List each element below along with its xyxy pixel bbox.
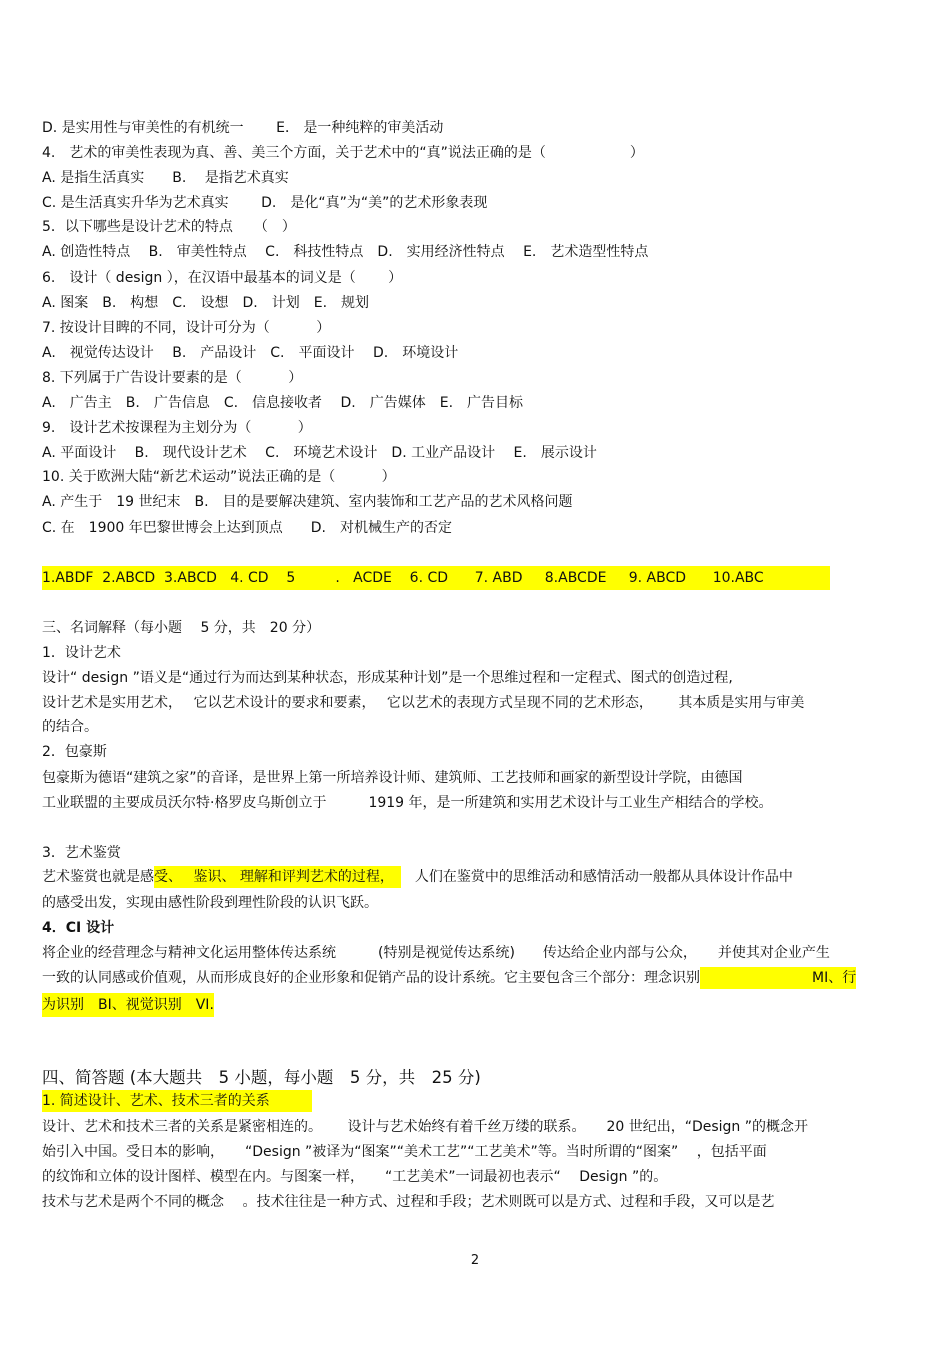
- option-line-6: A. 图案 B. 构想 C. 设想 D. 计划 E. 规划: [42, 295, 370, 311]
- question-1-heading: 1. 简述设计、艺术、技术三者的关系: [42, 1090, 312, 1112]
- question-4: 4. 艺术的审美性表现为真、善、美三个方面，关于艺术中的“真”说法正确的是（ ）: [42, 145, 644, 161]
- question-6: 6. 设计（ design ），在汉语中最基本的词义是（ ）: [42, 270, 403, 286]
- option-line-9: A. 平面设计 B. 现代设计艺术 C. 环境艺术设计 D. 工业产品设计 E. 展示设计: [42, 445, 597, 461]
- question-7: 7. 按设计目睥的不同，设计可分为（ ）: [42, 320, 331, 336]
- term-3-text-line-1: [42, 868, 793, 886]
- option-line-7: A. 视觉传达设计 B. 产品设计 C. 平面设计 D. 环境设计: [42, 345, 459, 361]
- term-4-highlight-mi: MI、行: [700, 967, 856, 989]
- question-8: 8. 下列属于广告设计要素的是（ ）: [42, 370, 303, 386]
- term-3-highlight: 受、 鉴识、 理解和评判艺术的过程，: [154, 866, 401, 888]
- term-4-title: 4．CI 设计: [42, 920, 115, 936]
- option-line-10b: C. 在 1900 年巴黎世博会上达到顶点 D. 对机械生产的否定: [42, 520, 452, 536]
- term-1-text-line-2: 设计艺术是实用艺术， 它以艺术设计的要求和要素， 它以艺术的表现方式呈现不同的艺术形态， 其本质是实用与审美: [42, 695, 805, 711]
- option-line-4a: A. 是指生活真实 B. 是指艺术真实: [42, 170, 289, 186]
- option-line-8: A. 广告主 B. 广告信息 C. 信息接收者 D. 广告媒体 E. 广告目标: [42, 395, 524, 411]
- term-1-text-line-1: 设计“ design ”语义是“通过行为而达到某种状态，形成某种计划”是一个思维过程和一定程式、图式的创造过程,: [42, 670, 733, 686]
- option-line-10a: A. 产生于 19 世纪末 B. 目的是要解决建筑、室内装饰和工艺产品的艺术风格问题: [42, 494, 573, 510]
- answer-1-line-1: 设计、艺术和技术三者的关系是紧密相连的。 设计与艺术始终有着千丝万缕的联系。 20 世纪出，“Design ”的概念开: [42, 1119, 809, 1135]
- term-3-text-start: 艺术鉴赏也就是感: [42, 869, 154, 885]
- term-2-title: 2．包豪斯: [42, 744, 107, 760]
- answer-1-line-3: 的纹饰和立体的设计图样、模型在内。与图案一样， “工艺美术”一词最初也表示“ Design ”的。: [42, 1169, 668, 1185]
- term-3-text-end: 人们在鉴赏中的思维活动和感情活动一般都从具体设计作品中: [414, 869, 793, 885]
- answer-key: 1.ABDF 2.ABCD 3.ABCD 4. CD 5 . ACDE 6. CD 7. ABD 8.ABCDE 9. ABCD 10.ABC: [42, 566, 830, 590]
- term-1-title: 1．设计艺术: [42, 645, 121, 661]
- term-4-text-start: 一致的认同感或价值观，从而形成良好的企业形象和促销产品的设计系统。它主要包含三个部分：理念识别: [42, 970, 700, 986]
- question-9: 9. 设计艺术按课程为主划分为（ ）: [42, 420, 312, 436]
- page-number: 2: [470, 1253, 480, 1268]
- option-line-3: D. 是实用性与审美性的有机统一 E． 是一种纯粹的审美活动: [42, 120, 444, 136]
- answer-1-line-2: 始引入中国。受日本的影响， “Design ”被译为“图案”“美术工艺”“工艺美术”等。当时所谓的“图案” ，包括平面: [42, 1144, 767, 1160]
- answer-1-line-4: 技术与艺术是两个不同的概念 。技术往往是一种方式、过程和手段；艺术则既可以是方式、过程和手段，又可以是艺: [42, 1194, 775, 1210]
- term-1-text-line-3: 的结合。: [42, 719, 98, 735]
- option-line-4b: C. 是生活真实升华为艺术真实 D. 是化“真”为“美”的艺术形象表现: [42, 195, 488, 211]
- term-3-text-line-2: 的感受出发，实现由感性阶段到理性阶段的认识飞跃。: [42, 895, 378, 911]
- term-4-text-line-2: [42, 969, 856, 987]
- term-4-text-line-3: 为识别 BI、视觉识别 VI.: [42, 993, 214, 1017]
- term-2-text-line-2: 工业联盟的主要成员沃尔特·格罗皮乌斯创立于 1919 年，是一所建筑和实用艺术设计与工业生产相结合的学校。: [42, 795, 773, 811]
- question-10: 10. 关于欧洲大陆“新艺术运动”说法正确的是（ ）: [42, 469, 396, 485]
- question-5: 5．以下哪些是设计艺术的特点 （ ）: [42, 219, 296, 235]
- term-3-title: 3．艺术鉴赏: [42, 845, 121, 861]
- term-4-text-line-1: 将企业的经营理念与精神文化运用整体传达系统 (特别是视觉传达系统) 传达给企业内部与公众， 并使其对企业产生: [42, 945, 830, 961]
- section-3-title: 三、名词解释（每小题 5 分，共 20 分）: [42, 620, 321, 636]
- section-4-title: 四、简答题 (本大题共 5 小题，每小题 5 分，共 25 分): [42, 1068, 481, 1087]
- term-2-text-line-1: 包豪斯为德语“建筑之家”的音译，是世界上第一所培养设计师、建筑师、工艺技师和画家的新型设计学院，由德国: [42, 770, 743, 786]
- option-line-5: A. 创造性特点 B. 审美性特点 C. 科技性特点 D. 实用经济性特点 E. 艺术造型性特点: [42, 244, 649, 260]
